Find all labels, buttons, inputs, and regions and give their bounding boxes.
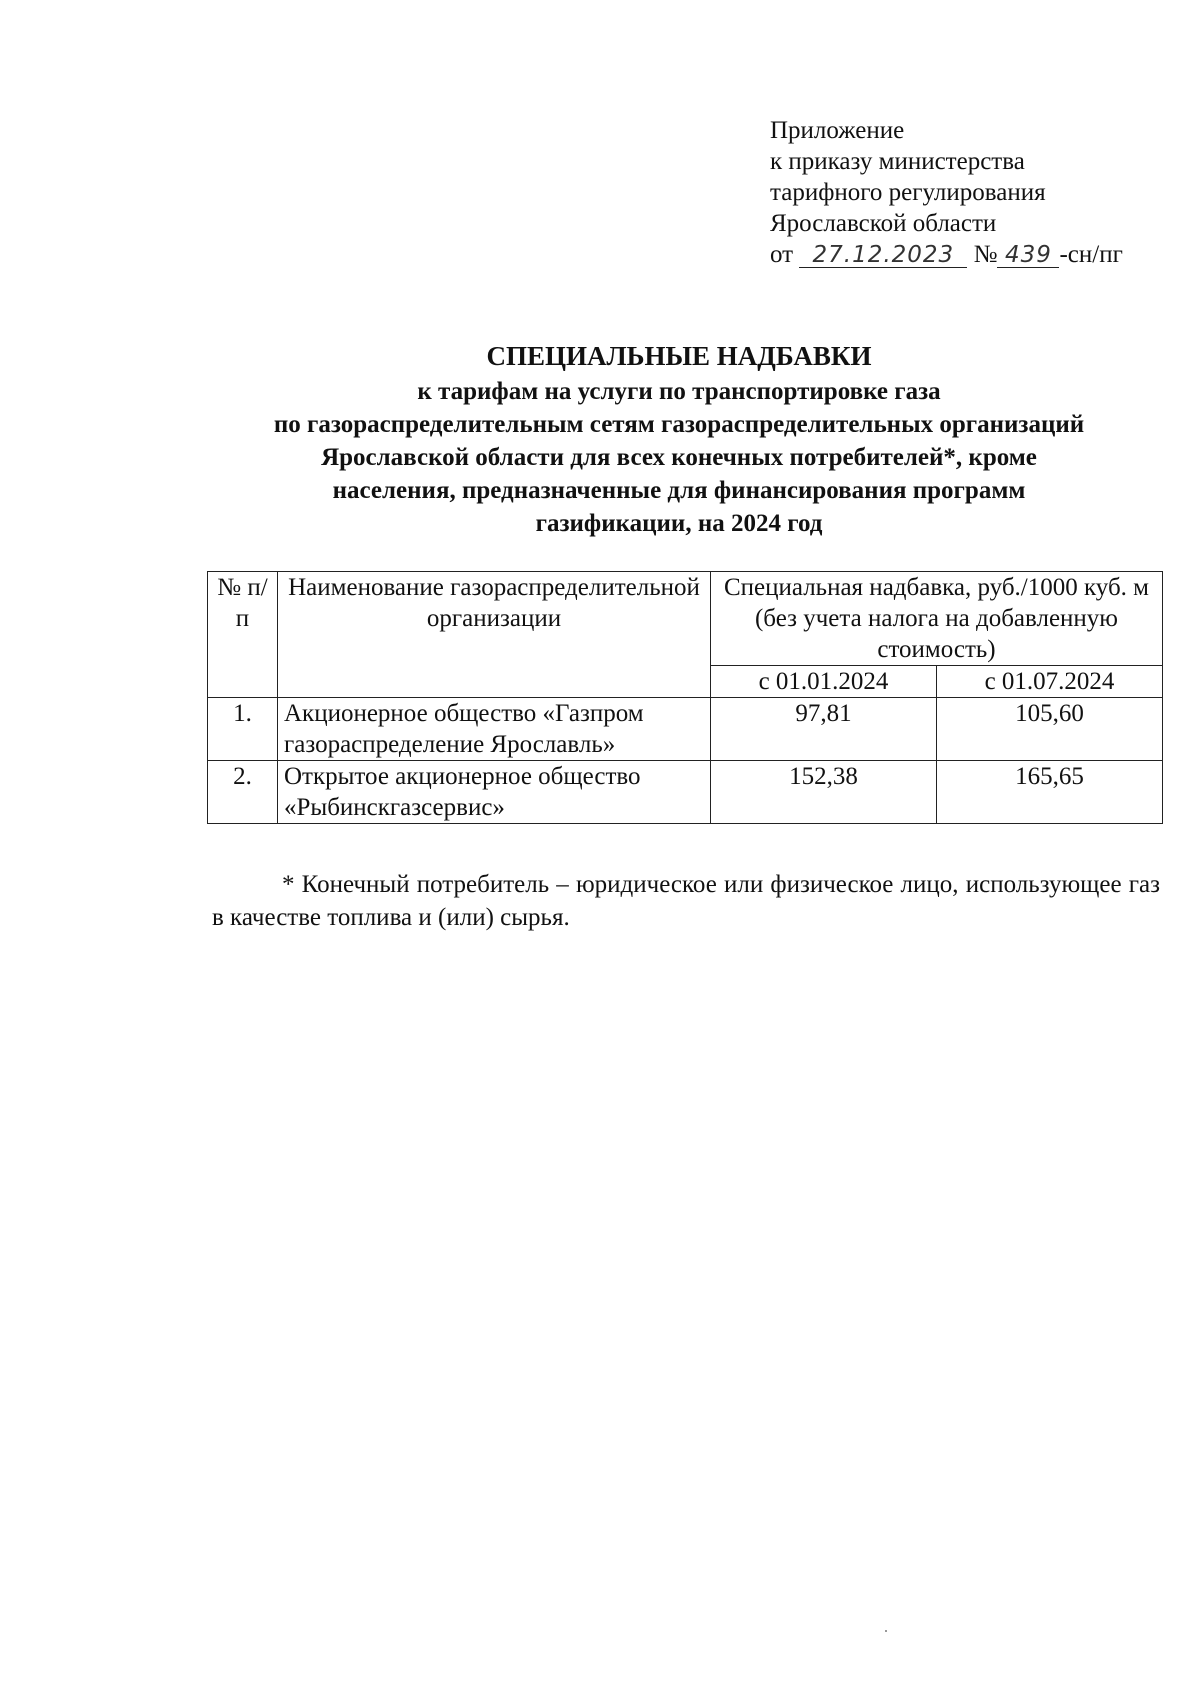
appendix-line-4: Ярославской области <box>770 210 997 237</box>
number-sign: № <box>973 241 998 268</box>
number-suffix: -сн/пг <box>1059 241 1123 268</box>
row-num: 1. <box>208 698 278 761</box>
table-header-row <box>208 572 1163 666</box>
table-row <box>208 761 1163 824</box>
header-name-label: Наименование газораспределительной организации <box>288 574 700 632</box>
header-num <box>208 572 278 698</box>
title-main: СПЕЦИАЛЬНЫЕ НАДБАВКИ <box>486 341 872 371</box>
row-value-2: 105,60 <box>937 698 1163 761</box>
appendix-line-2: к приказу министерства <box>770 148 1025 175</box>
header-period-1: с 01.01.2024 <box>711 666 937 698</box>
appendix-line-3: тарифного регулирования <box>770 179 1046 206</box>
title-line-2: по газораспределительным сетям газораспределительных организаций <box>273 411 1085 438</box>
appendix-date-line <box>770 239 1123 270</box>
header-surcharge-label: Специальная надбавка, руб./1000 куб. м (без учета налога на добавленную стоимость) <box>723 574 1149 663</box>
scan-speck <box>885 1630 887 1632</box>
title-line-1: к тарифам на услуги по транспортировке газа <box>417 378 941 405</box>
row-value-2: 165,65 <box>937 761 1163 824</box>
title-line-3: Ярославской области для всех конечных потребителей*, кроме <box>321 444 1037 471</box>
handwritten-number: 439 <box>997 243 1059 268</box>
row-name: Открытое акционерное общество «Рыбинскгазсервис» <box>278 761 711 824</box>
row-name: Акционерное общество «Газпром газораспределение Ярославль» <box>278 698 711 761</box>
appendix-block <box>770 115 1123 270</box>
header-period-2: с 01.07.2024 <box>937 666 1163 698</box>
row-value-1: 97,81 <box>711 698 937 761</box>
date-prefix: от <box>770 241 794 268</box>
title-line-5: газификации, на 2024 год <box>535 510 823 537</box>
header-name <box>278 572 711 698</box>
table-row <box>208 698 1163 761</box>
appendix-line-1: Приложение <box>770 117 905 144</box>
footnote: * Конечный потребитель – юридическое или физическое лицо, использующее газ в качестве топлива и (или) сырья. <box>212 871 1160 931</box>
row-value-1: 152,38 <box>711 761 937 824</box>
title-line-4: населения, предназначенные для финансирования программ <box>332 477 1026 504</box>
row-num: 2. <box>208 761 278 824</box>
header-surcharge <box>711 572 1163 666</box>
surcharge-table <box>207 571 1163 824</box>
header-num-label: № п/п <box>217 574 268 632</box>
handwritten-date: 27.12.2023 <box>799 243 967 268</box>
document-title <box>200 340 1158 540</box>
